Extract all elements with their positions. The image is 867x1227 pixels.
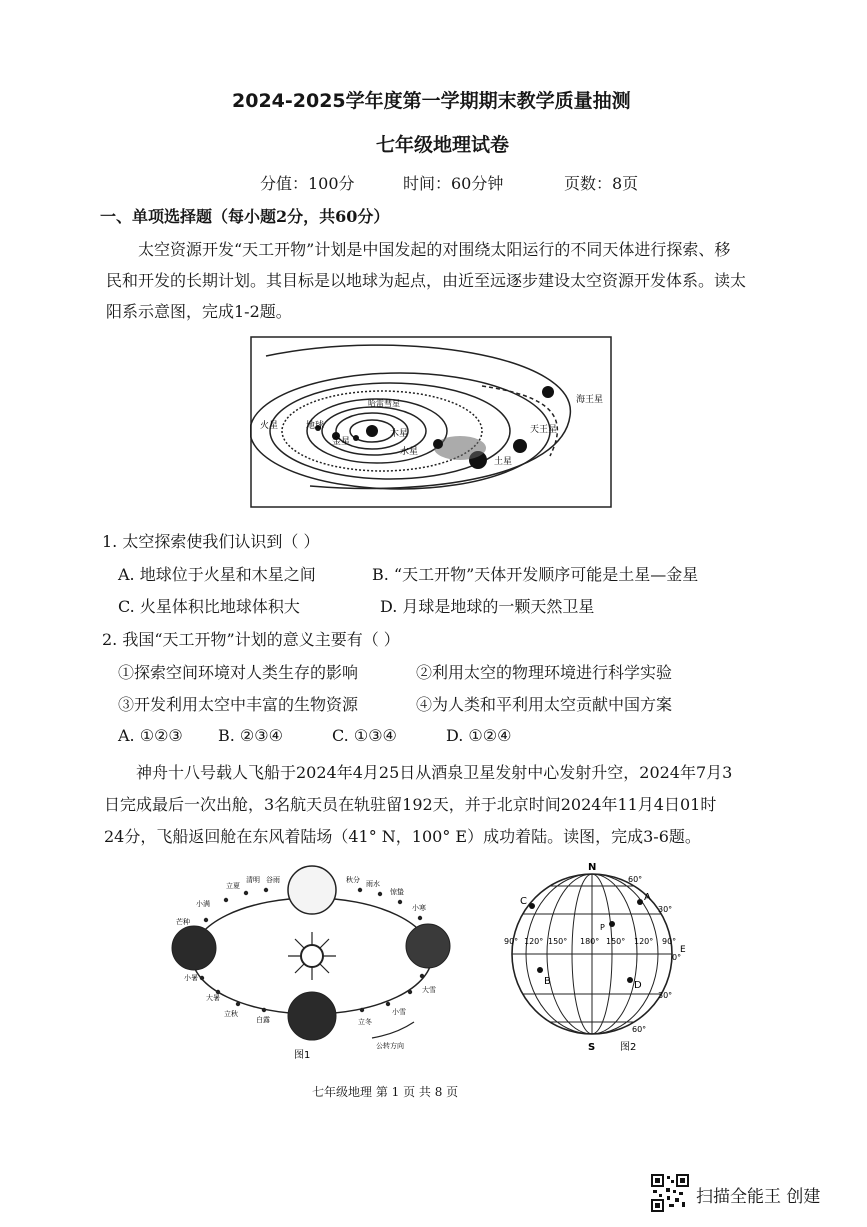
lon-label-3: 150° xyxy=(548,937,568,946)
qr-code-icon xyxy=(651,1174,689,1212)
lat-label-5: 60° xyxy=(632,1025,647,1034)
passage-line-3: 24分，飞船返回舱在东风着陆场（41° N，100° E）成功着陆。读图，完成3-6题。 xyxy=(104,827,701,846)
term-qiufen: 秋分 xyxy=(346,876,360,884)
sun-icon xyxy=(301,945,323,967)
passage-line-2: 日完成最后一次出舱，3名航天员在轨驻留192天，并于北京时间2024年11月4日01时 xyxy=(104,795,717,814)
venus-label: 金星 xyxy=(332,437,351,447)
scanner-watermark: 扫描全能王 创建 xyxy=(696,1187,821,1207)
q1-option-d: D. 月球是地球的一颗天然卫星 xyxy=(380,597,595,616)
east-label: E xyxy=(680,945,686,955)
label-b: B xyxy=(544,976,551,987)
term-lixia: 立夏 xyxy=(226,882,240,890)
lat-label-4: 30° xyxy=(658,991,673,1000)
exam-title: 2024-2025学年度第一学期期末教学质量抽测 xyxy=(232,90,631,112)
label-d: D xyxy=(634,980,642,991)
term-xiaoxue: 小雪 xyxy=(392,1008,406,1016)
term-xiaoman: 小满 xyxy=(196,900,210,908)
lon-label-7: 90° xyxy=(662,937,677,946)
label-c: C xyxy=(520,896,527,907)
lat-label-1: 60° xyxy=(628,875,643,884)
term-xiaoshu: 小暑 xyxy=(184,974,198,982)
mars-label: 火星 xyxy=(260,421,279,431)
exam-subtitle: 七年级地理试卷 xyxy=(376,134,510,156)
earth-right xyxy=(406,924,450,968)
jupiter-label: 木星 xyxy=(390,429,409,439)
term-mangzhong: 芒种 xyxy=(176,918,190,926)
q2-statement-4: ④为人类和平利用太空贡献中国方案 xyxy=(416,695,673,714)
pages-info: 页数：8页 xyxy=(564,174,639,193)
lon-label-4: 180° xyxy=(580,937,600,946)
page-footer: 七年级地理 第 1 页 共 8 页 xyxy=(312,1085,459,1099)
intro-line-3: 阳系示意图，完成1-2题。 xyxy=(106,302,292,321)
mercury-label: 水星 xyxy=(400,447,419,457)
point-p xyxy=(609,921,615,927)
point-c xyxy=(529,903,535,909)
term-yushui: 雨水 xyxy=(366,880,380,888)
uranus-label: 天王星 xyxy=(530,425,558,435)
figure-2-globe-grid xyxy=(500,860,700,1055)
label-a: A xyxy=(644,892,651,903)
revolution-direction-label: 公转方向 xyxy=(376,1042,404,1050)
lon-label-5: 150° xyxy=(606,937,626,946)
q2-statement-1: ①探索空间环境对人类生存的影响 xyxy=(118,663,359,682)
uranus-dot xyxy=(513,439,527,453)
neptune-dot xyxy=(542,386,554,398)
q2-option-d: D. ①②④ xyxy=(446,726,512,745)
figure-2-caption: 图2 xyxy=(620,1042,637,1053)
q2-option-c: C. ①③④ xyxy=(332,726,397,745)
score-info: 分值：100分 xyxy=(260,174,355,193)
q2-option-b: B. ②③④ xyxy=(218,726,283,745)
lat-label-3: 0° xyxy=(672,953,682,962)
lat-label-2: 30° xyxy=(658,905,673,914)
term-bailu: 白露 xyxy=(256,1016,270,1024)
south-label: S xyxy=(588,1042,596,1053)
term-guyu: 谷雨 xyxy=(266,876,280,884)
comet-label: 哈雷彗星 xyxy=(368,399,400,408)
q2-option-a: A. ①②③ xyxy=(118,726,183,745)
earth-winter xyxy=(288,992,336,1040)
term-daxue: 大雪 xyxy=(422,986,436,994)
neptune-label: 海王星 xyxy=(576,395,604,405)
passage-line-1: 神舟十八号载人飞船于2024年4月25日从酒泉卫星发射中心发射升空，2024年7月3 xyxy=(136,763,733,782)
term-dashu: 大暑 xyxy=(206,994,220,1002)
term-qingming: 清明 xyxy=(246,876,260,884)
point-a xyxy=(637,899,643,905)
time-info: 时间：60分钟 xyxy=(403,174,504,193)
q1-stem: 1. 太空探索使我们认识到（ ） xyxy=(102,532,320,551)
earth-left xyxy=(172,926,216,970)
figure-1-earth-revolution xyxy=(166,860,456,1070)
solar-system-figure xyxy=(250,336,612,508)
earth-label: 地球 xyxy=(306,421,325,431)
q1-option-a: A. 地球位于火星和木星之间 xyxy=(118,565,316,584)
point-b xyxy=(537,967,543,973)
sun xyxy=(366,425,378,437)
q1-option-c: C. 火星体积比地球体积大 xyxy=(118,597,300,616)
q2-stem: 2. 我国“天工开物”计划的意义主要有（ ） xyxy=(102,630,400,649)
jupiter-dot xyxy=(433,439,443,449)
intro-line-1: 太空资源开发“天工开物”计划是中国发起的对围绕太阳运行的不同天体进行探索、移 xyxy=(138,240,731,259)
term-xiaohan: 小寒 xyxy=(412,904,426,912)
north-label: N xyxy=(588,862,597,873)
saturn-label: 土星 xyxy=(494,457,513,467)
figure-1-caption: 图1 xyxy=(294,1050,311,1061)
point-d xyxy=(627,977,633,983)
q2-statement-3: ③开发利用太空中丰富的生物资源 xyxy=(118,695,359,714)
lon-label-1: 90° xyxy=(504,937,519,946)
lon-label-2: 120° xyxy=(524,937,544,946)
term-jingzhe: 惊蛰 xyxy=(390,888,404,896)
q2-statement-2: ②利用太空的物理环境进行科学实验 xyxy=(416,663,673,682)
section-heading: 一、单项选择题（每小题2分，共60分） xyxy=(100,207,390,226)
q1-option-b: B. “天工开物”天体开发顺序可能是土星—金星 xyxy=(372,565,699,584)
term-liqiu: 立秋 xyxy=(224,1010,238,1018)
label-p: P xyxy=(600,923,605,932)
earth-summer xyxy=(288,866,336,914)
intro-line-2: 民和开发的长期计划。其目标是以地球为起点，由近至远逐步建设太空资源开发体系。读太 xyxy=(106,271,747,290)
lon-label-6: 120° xyxy=(634,937,654,946)
term-lidong: 立冬 xyxy=(358,1018,372,1026)
